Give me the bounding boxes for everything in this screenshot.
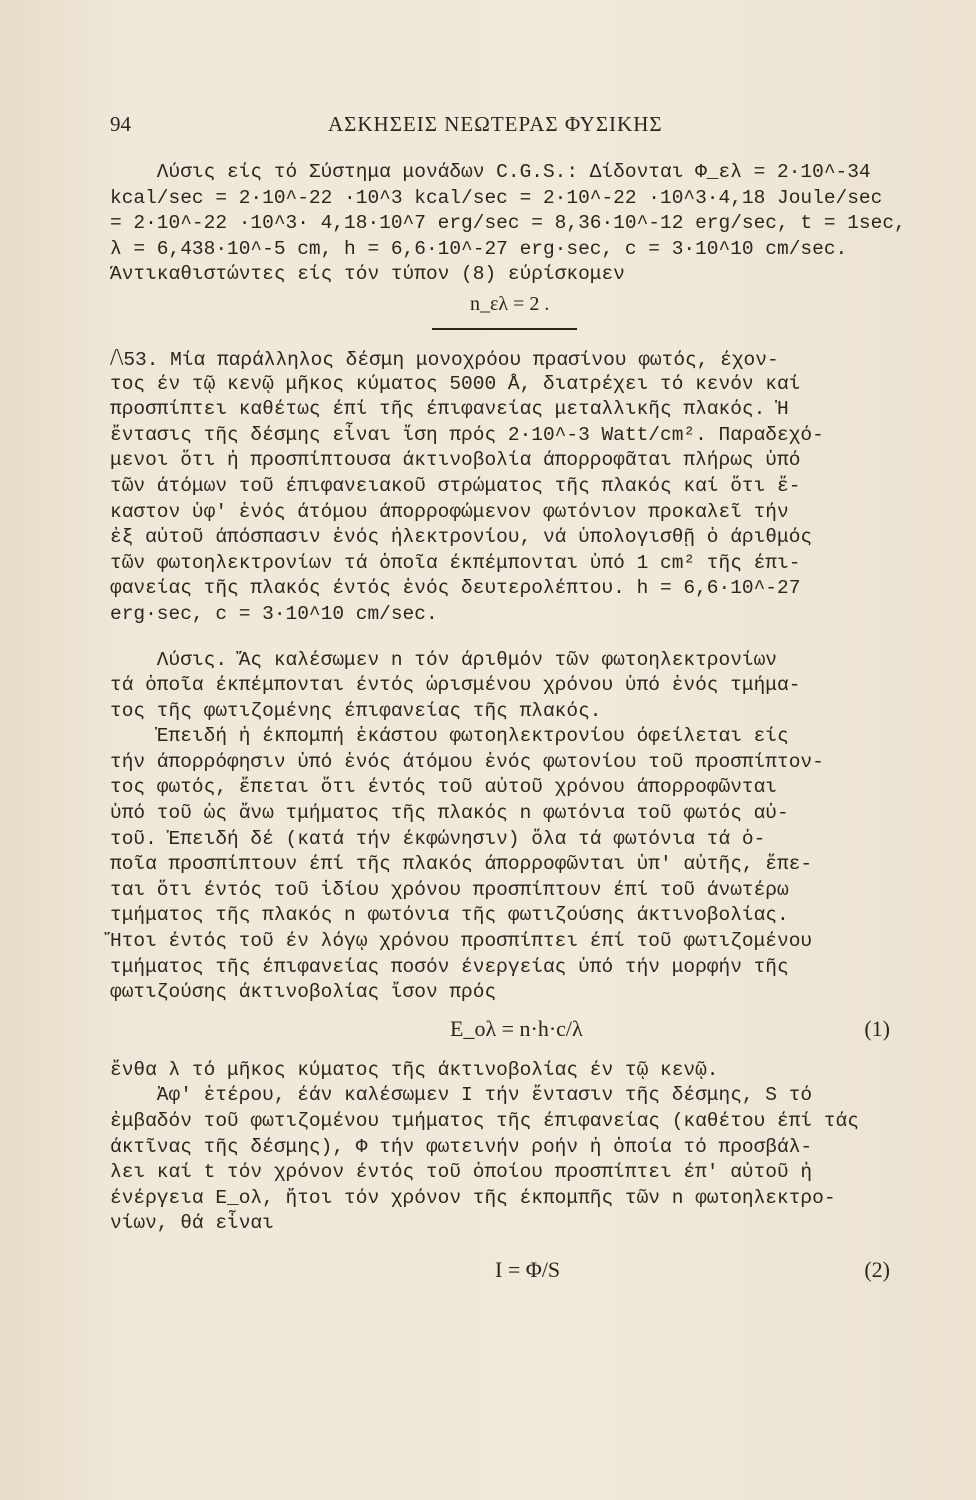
text-line: Λύσις. Ἄς καλέσωμεν n τόν άριθμόν τῶν φωτοηλεκτρονίων: [110, 648, 778, 671]
text-line: μενοι ὅτι ἡ προσπίπτουσα άκτινοβολία άπορροφᾶται πλήρως ὑπό: [110, 449, 801, 472]
text-line: ὑπό τοῦ ὡς ἄνω τμήματος τῆς πλακός n φωτόνια τοῦ φωτός αὐ-: [110, 802, 789, 825]
text-line: ἔντασις τῆς δέσμης εἶναι ἴση πρός 2·10^-3 Watt/cm². Παραδεχό-: [110, 423, 824, 446]
text-line: τμήματος τῆς πλακός n φωτόνια τῆς φωτιζούσης άκτινοβολίας.: [110, 904, 789, 927]
text-line: = 2·10^-22 ·10^3· 4,18·10^7 erg/sec = 8,36·10^-12 erg/sec, t = 1sec,: [110, 212, 906, 235]
text-line: ται ὅτι έντός τοῦ ἰδίου χρόνου προσπίπτουν έπί τοῦ άνωτέρω: [110, 878, 789, 901]
result-equation: [110, 288, 920, 340]
text-line: Ἀφ' ἑτέρου, έάν καλέσωμεν I τήν ἔντασιν τῆς δέσμης, S τό: [110, 1084, 813, 1107]
text-line: τοῦ. Ἐπειδή δέ (κατά τήν έκφώνησιν) ὅλα τά φωτόνια τά ὁ-: [110, 827, 766, 850]
text-line: Λύσις είς τό Σύστημα μονάδων C.G.S.: Δίδονται Φ_ελ = 2·10^-34: [110, 161, 871, 183]
equation-1-formula: E_ολ = n·h·c/λ: [450, 1015, 583, 1041]
page-header: [110, 112, 870, 142]
result-formula: n_ελ = 2 .: [470, 292, 550, 315]
text-line: τά ὁποῖα έκπέμπονται έντός ὡρισμένου χρόνου ὑπό ἑνός τμήμα-: [110, 674, 801, 697]
equation-1: [110, 1006, 920, 1058]
equation-2: [110, 1237, 920, 1307]
text-line: kcal/sec = 2·10^-22 ·10^3 kcal/sec = 2·10^-22 ·10^3·4,18 Joule/sec: [110, 186, 883, 209]
text-line: ἐμβαδόν τοῦ φωτιζομένου τμήματος τῆς έπιφανείας (καθέτου έπί τάς: [110, 1110, 859, 1132]
text-line: τῶν άτόμων τοῦ έπιφανειακοῦ στρώματος τῆς πλακός καί ὅτι ἕ-: [110, 474, 801, 497]
text-line: Άντικαθιστώντες είς τόν τύπον (8) εύρίσκομεν: [110, 263, 625, 286]
result-underline: [432, 328, 577, 330]
text-line: τος φωτός, ἕπεται ὅτι έντός τοῦ αὐτοῦ χρόνου άπορροφῶνται: [110, 776, 778, 799]
text-line: φωτιζούσης άκτινοβολίας ἴσον πρός: [110, 981, 497, 1004]
text-line: Ἤτοι έντός τοῦ έν λόγῳ χρόνου προσπίπτει έπί τοῦ φωτιζομένου: [110, 930, 813, 953]
solution-block: [110, 648, 920, 1307]
page-body: [110, 160, 920, 1307]
equation-1-number: (1): [864, 1015, 890, 1041]
text-line: προσπίπτει καθέτως έπί τῆς έπιφανείας μεταλλικῆς πλακός. Ἡ: [110, 398, 789, 421]
text-line: λει καί t τόν χρόνον έντός τοῦ ὁποίου προσπίπτει έπ' αὐτοῦ ἡ: [110, 1161, 813, 1184]
text-line: τῶν φωτοηλεκτρονίων τά ὁποῖα έκπέμπονται ὑπό 1 cm² τῆς έπι-: [110, 551, 801, 574]
text-line: ἐξ αὐτοῦ άπόσπασιν ἑνός ἠλεκτρονίου, νά ὑπολογισθῇ ὁ άριθμός: [110, 526, 813, 549]
text-line: [110, 346, 920, 372]
equation-2-number: (2): [864, 1256, 890, 1282]
problem-53-block: [110, 346, 920, 628]
text-line: τος έν τῷ κενῷ μῆκος κύματος 5000 Å, διατρέχει τό κενόν καί: [110, 372, 801, 395]
text-line: νίων, θά εἶναι: [110, 1212, 274, 1235]
text-line: ἔνθα λ τό μῆκος κύματος τῆς άκτινοβολίας έν τῷ κενῷ.: [110, 1058, 719, 1081]
text-line: τμήματος τῆς έπιφανείας ποσόν ένεργείας ὑπό τήν μορφήν τῆς: [110, 955, 789, 978]
text-line: τήν άπορρόφησιν ὑπό ἑνός άτόμου ἑνός φωτονίου τοῦ προσπίπτον-: [110, 750, 824, 773]
problem-first-line: 53. Μία παράλληλος δέσμη μονοχρόου πρασίνου φωτός, έχον-: [123, 348, 779, 371]
text-line: erg·sec, c = 3·10^10 cm/sec.: [110, 602, 438, 625]
text-line: ποῖα προσπίπτουν έπί τῆς πλακός άπορροφῶνται ὑπ' αὐτῆς, ἕπε-: [110, 853, 813, 876]
handwritten-mark: /\: [110, 344, 124, 371]
text-line: ένέργεια E_ολ, ἤτοι τόν χρόνον τῆς έκπομπῆς τῶν n φωτοηλεκτρο-: [110, 1186, 836, 1209]
text-line: φανείας τῆς πλακός έντός ἑνός δευτερολέπτου. h = 6,6·10^-27: [110, 577, 801, 600]
equation-2-formula: I = Φ/S: [495, 1256, 561, 1282]
cgs-solution-block: [110, 160, 920, 340]
text-line: καστον ὑφ' ἑνός άτόμου άπορροφώμενον φωτόνιον προκαλεῖ τήν: [110, 500, 789, 523]
text-line: Ἐπειδή ἡ έκπομπή ἑκάστου φωτοηλεκτρονίου όφείλεται είς: [110, 725, 789, 748]
text-line: τος τῆς φωτιζομένης έπιφανείας τῆς πλακός.: [110, 699, 602, 722]
page-number: 94: [110, 112, 131, 136]
text-line: άκτῖνας τῆς δέσμης), Φ τήν φωτεινήν ροήν ἡ ὁποία τό προσβάλ-: [110, 1135, 813, 1158]
text-line: λ = 6,438·10^-5 cm, h = 6,6·10^-27 erg·sec, c = 3·10^10 cm/sec.: [110, 237, 848, 260]
running-title: ΑΣΚΗΣΕΙΣ ΝΕΩΤΕΡΑΣ ΦΥΣΙΚΗΣ: [328, 112, 663, 136]
